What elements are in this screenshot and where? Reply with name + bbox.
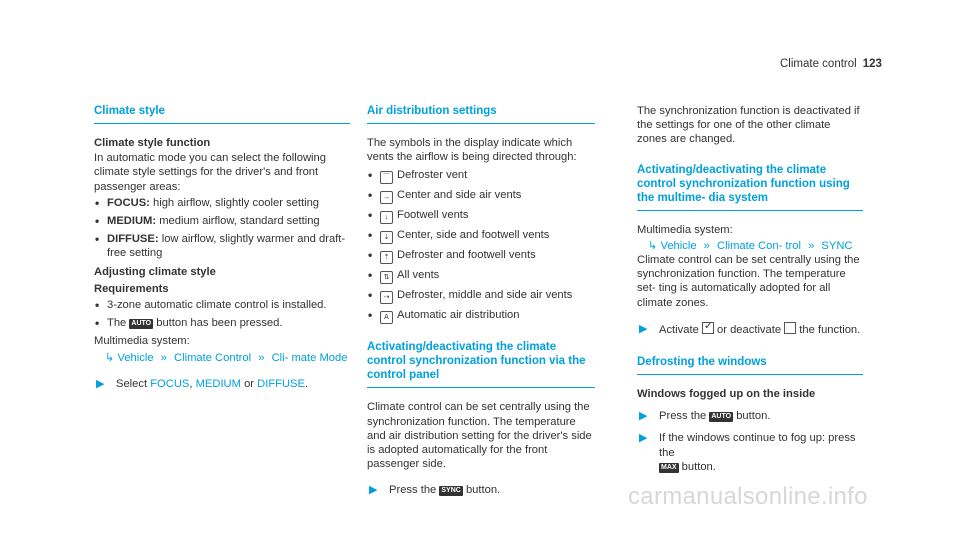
sync-deactivation-note: The synchronization function is deactivated if the settings for one of the other climate zones are changed. bbox=[637, 105, 860, 146]
req-item: • The AUTO button has been pressed. bbox=[95, 316, 283, 331]
double-chevron-icon: » bbox=[703, 239, 710, 252]
checked-box-icon[interactable] bbox=[702, 322, 714, 334]
column-sync-multimedia bbox=[637, 104, 863, 474]
multimedia-label: Multimedia system: bbox=[94, 335, 190, 348]
return-arrow-icon: ↳ bbox=[105, 351, 115, 364]
step-arrow-icon: ▶ bbox=[96, 377, 105, 390]
footwell-vent-icon: ↓ bbox=[380, 211, 393, 224]
step-arrow-icon: ▶ bbox=[639, 410, 648, 423]
menu-path bbox=[94, 351, 350, 365]
center-side-footwell-icon: ⇣ bbox=[380, 231, 393, 244]
auto-distribution-icon: A bbox=[380, 311, 393, 324]
path-climate-control[interactable]: Climate Control bbox=[174, 351, 252, 364]
auto-button-icon: AUTO bbox=[711, 413, 732, 421]
all-vents-icon: ⇅ bbox=[380, 271, 393, 284]
return-arrow-icon: ↳ bbox=[648, 239, 658, 252]
sync-button-icon: SYNC bbox=[441, 487, 461, 495]
air-distribution-intro: The symbols in the display indicate which vents the airflow is being directed through: bbox=[367, 137, 577, 164]
path-climate-control[interactable]: Climate Con- trol bbox=[717, 239, 801, 252]
path-vehicle[interactable]: Vehicle bbox=[117, 351, 154, 364]
step-toggle-sync: ▶ Activate ✓ or deactivate the function. bbox=[637, 322, 863, 337]
double-chevron-icon: » bbox=[160, 351, 167, 364]
max-defrost-button-icon: MAX bbox=[661, 463, 677, 471]
option-focus: • FOCUS: high airflow, slightly cooler setting bbox=[95, 195, 320, 210]
diffuse-option[interactable]: DIFFUSE bbox=[257, 377, 305, 390]
vent-item: • ⇅ All vents bbox=[368, 268, 440, 283]
step-arrow-icon: ▶ bbox=[639, 322, 648, 335]
step-arrow-icon: ▶ bbox=[369, 484, 378, 497]
option-medium: • MEDIUM: medium airflow, standard setting bbox=[95, 214, 320, 229]
multimedia-label: Multimedia system: bbox=[637, 223, 733, 236]
req-item: • 3-zone automatic climate control is installed. bbox=[95, 298, 327, 313]
page-number: 123 bbox=[862, 58, 882, 70]
center-side-vent-icon: → bbox=[380, 191, 393, 204]
heading-air-distribution: Air distribution settings bbox=[367, 104, 595, 124]
vent-item: • ⇢ Defroster, middle and side air vents bbox=[368, 288, 573, 303]
requirements-title: Requirements bbox=[94, 282, 169, 295]
defroster-middle-side-icon: ⇢ bbox=[380, 291, 393, 304]
path-vehicle[interactable]: Vehicle bbox=[660, 239, 697, 252]
vent-item: • → Center and side air vents bbox=[368, 188, 522, 203]
path-sync[interactable]: SYNC bbox=[821, 239, 853, 252]
adjust-title: Adjusting climate style bbox=[94, 265, 216, 278]
step-arrow-icon: ▶ bbox=[639, 432, 648, 445]
page-header bbox=[780, 57, 882, 71]
requirements-list bbox=[94, 298, 350, 330]
vent-item: • ⌒ Defroster vent bbox=[368, 168, 468, 183]
fogged-windows-title: Windows fogged up on the inside bbox=[637, 388, 816, 401]
step-press-sync: ▶ Press the SYNC button. bbox=[369, 484, 501, 497]
climate-style-function-title: Climate style function bbox=[94, 137, 211, 149]
column-air-distribution bbox=[367, 104, 595, 498]
defroster-footwell-icon: ⇡ bbox=[380, 251, 393, 264]
sync-description: Climate control can be set centrally using the synchronization function. The temperature and air distribution setting for the driver's side is adopted automatically for the front passenger side. bbox=[367, 401, 592, 471]
step-press-max: ▶ If the windows continue to fog up: press the MAX button. bbox=[639, 432, 856, 473]
heading-sync-control-panel: Activating/deactivating the climate control synchronization function via the control panel bbox=[367, 340, 595, 388]
climate-style-intro: In automatic mode you can select the following climate style settings for the driver's and front passenger areas: bbox=[94, 152, 326, 193]
auto-button-icon: AUTO bbox=[131, 320, 152, 328]
vent-list bbox=[367, 168, 595, 324]
heading-climate-style: Climate style bbox=[94, 104, 350, 124]
medium-option[interactable]: MEDIUM bbox=[195, 377, 241, 390]
double-chevron-icon: » bbox=[258, 351, 265, 364]
vent-item: • ⇡ Defroster and footwell vents bbox=[368, 248, 536, 263]
defroster-vent-icon: ⌒ bbox=[380, 171, 393, 184]
sync-multimedia-description: Climate control can be set centrally using the synchronization function. The temperature set- ting is automatically adopted for all climate zones. bbox=[637, 254, 860, 309]
heading-defrosting: Defrosting the windows bbox=[637, 355, 863, 375]
path-climate-mode[interactable]: Cli- mate Mode bbox=[271, 351, 348, 364]
menu-path bbox=[637, 239, 863, 253]
step-select-mode: ▶ Select FOCUS, MEDIUM or DIFFUSE. bbox=[96, 377, 309, 390]
vent-item: • ↓ Footwell vents bbox=[368, 208, 469, 223]
column-climate-style bbox=[94, 104, 350, 391]
unchecked-box-icon[interactable] bbox=[784, 322, 796, 334]
climate-style-options bbox=[94, 196, 350, 261]
vent-item: • A Automatic air distribution bbox=[368, 308, 520, 323]
heading-sync-multimedia: Activating/deactivating the climate control synchronization function using the multime- dia system bbox=[637, 163, 863, 211]
watermark: carmanualsonline.info bbox=[628, 483, 868, 510]
chapter-title: Climate control bbox=[780, 58, 857, 70]
vent-item: • ⇣ Center, side and footwell vents bbox=[368, 228, 550, 243]
option-diffuse: • DIFFUSE: low airflow, slightly warmer and draft-free setting bbox=[95, 232, 346, 260]
double-chevron-icon: » bbox=[808, 239, 815, 252]
focus-option[interactable]: FOCUS bbox=[150, 377, 190, 390]
step-press-auto: ▶ Press the AUTO button. bbox=[639, 410, 771, 423]
